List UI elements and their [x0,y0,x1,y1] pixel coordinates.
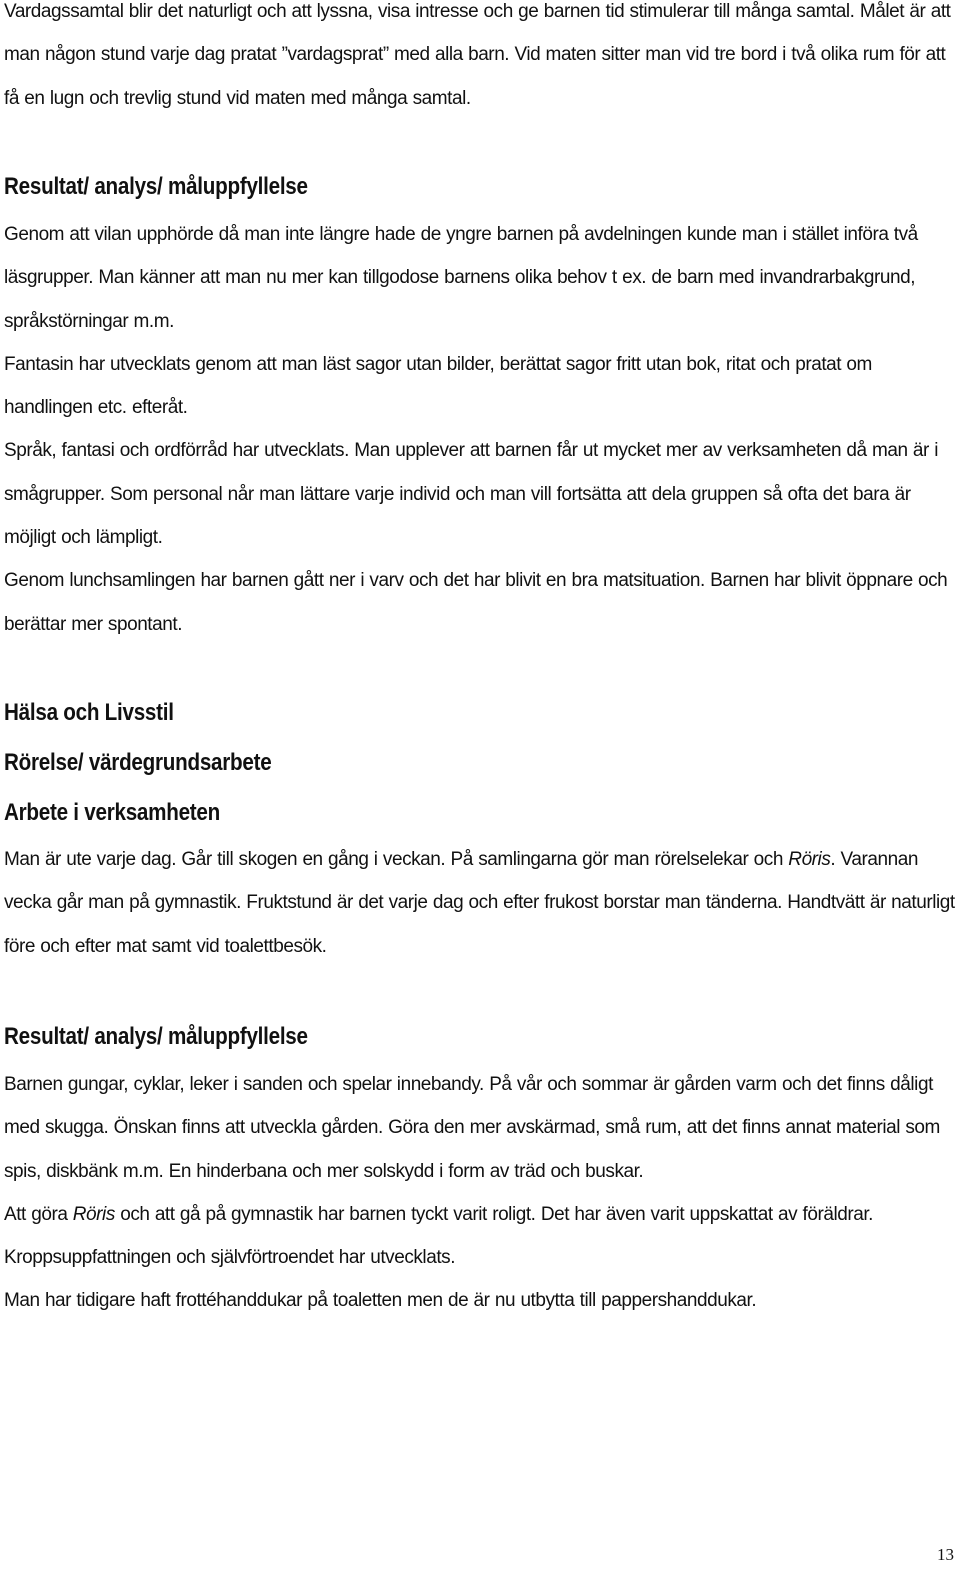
section-heading-rorelse: Rörelse/ värdegrundsarbete [4,749,272,776]
roris-italic-2: Röris [72,1203,115,1225]
section2-text-end: . Varannan vecka går man på gymnastik. Fruktstund är det varje dag och efter frukost borstar man tänderna. Handtvätt är naturligt före och efter mat samt vid toalettbesök. [4,849,955,957]
section2-paragraph-1 [4,838,956,968]
section1-paragraph-1: Genom att vilan upphörde då man inte längre hade de yngre barnen på avdelningen kunde man i stället införa två läsgrupper. Man känner att man nu mer kan tillgodose barnens olika behov t ex. de barn med invandrarbakgrund, språkstörningar m.m. [4,224,918,332]
section3-paragraph-3: Man har tidigare haft frottéhanddukar på toaletten men de är nu utbytta till pappershanddukar. [4,1290,757,1312]
section3-body [4,1063,956,1323]
section-heading-halsa: Hälsa och Livsstil [4,699,174,726]
roris-italic: Röris [788,849,831,870]
section3-paragraph-2 [4,1193,956,1280]
section-heading-resultat-1: Resultat/ analys/ måluppfyllelse [4,173,308,200]
section1-body [4,213,956,646]
page-number: 13 [937,1545,954,1564]
section2-text-start: Man är ute varje dag. Går till skogen en gång i veckan. På samlingarna gör man rörelselekar och [4,849,789,870]
section-heading-resultat-2: Resultat/ analys/ måluppfyllelse [4,1023,308,1050]
section2-body [4,838,956,968]
section1-paragraph-4: Genom lunchsamlingen har barnen gått ner i varv och det har blivit en bra matsituation. Barnen har blivit öppnare och berättar mer spontant. [4,570,948,635]
section3-text-end: och att gå på gymnastik har barnen tyckt varit roligt. Det har även varit uppskattat av föräldrar. Kroppsuppfattningen och självförtroendet har utvecklats. [4,1203,873,1269]
section1-paragraph-2: Fantasin har utvecklats genom att man läst sagor utan bilder, berättat sagor fritt utan bok, ritat och pratat om handlingen etc. efteråt. [4,353,872,419]
section3-text-start: Att göra [4,1203,73,1225]
intro-paragraph: Vardagssamtal blir det naturligt och att lyssna, visa intresse och ge barnen tid stimulerar till många samtal. Målet är att man någon stund varje dag pratat ”vardagsprat” med alla barn. Vid maten sitter man vid tre bord i två olika rum för att få en lugn och trevlig stund vid maten med många samtal. [4,1,951,109]
section3-paragraph-1: Barnen gungar, cyklar, leker i sanden och spelar innebandy. På vår och sommar är gården varm och det finns dåligt med skugga. Önskan finns att utveckla gården. Göra den mer avskärmad, små rum, att det finns annat material som spis, diskbänk m.m. En hinderbana och mer solskydd i form av träd och buskar. [4,1074,940,1182]
section-heading-arbete: Arbete i verksamheten [4,799,220,826]
section1-paragraph-3: Språk, fantasi och ordförråd har utvecklats. Man upplever att barnen får ut mycket mer av verksamheten då man är i smågrupper. Som personal når man lättare varje individ och man vill fortsätta att dela gruppen så ofta det bara är möjligt och lämpligt. [4,440,938,549]
